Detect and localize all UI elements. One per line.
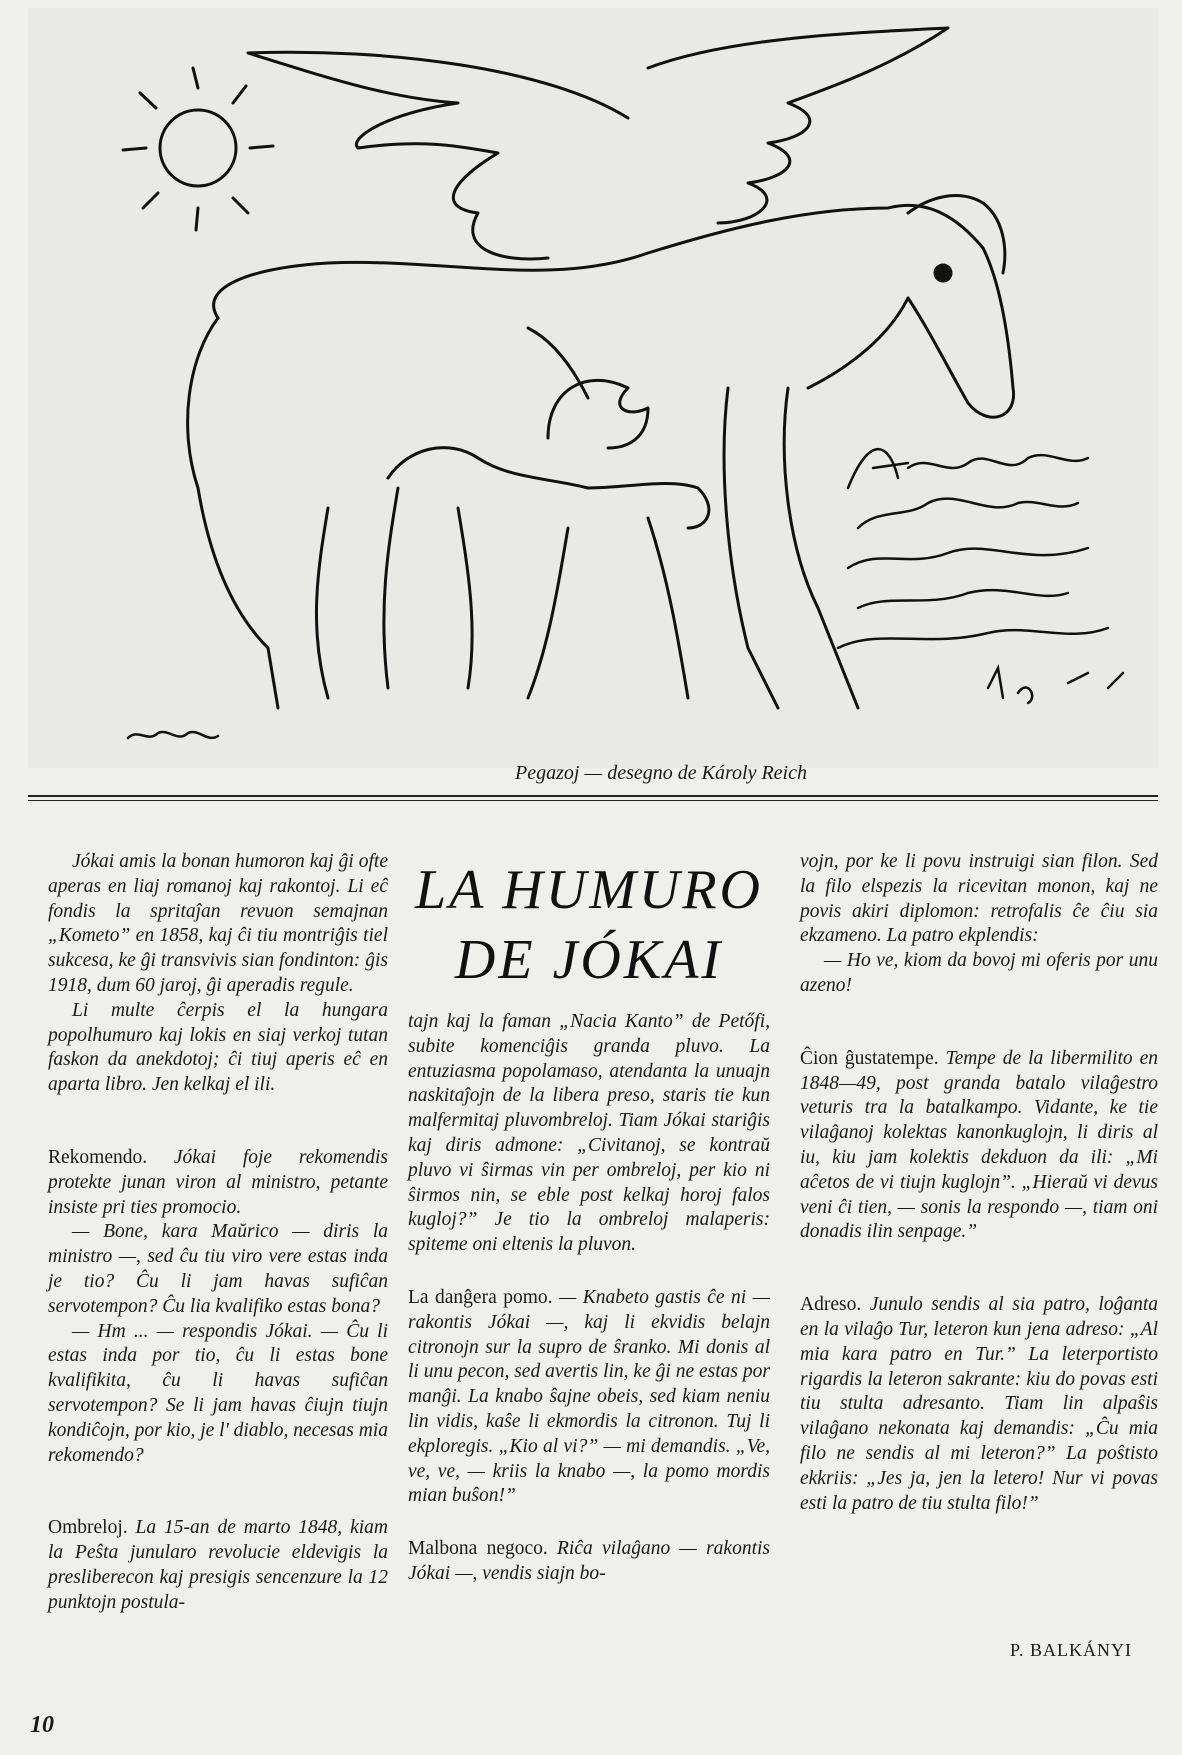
negoco-text: Riĉa vilaĝano — rakontis Jókai —, vendis siajn bo-: [408, 1538, 770, 1584]
rekomendo-text: Jókai foje rekomendis protekte junan viron al ministro, petante insiste pri ties promocio.: [48, 1146, 388, 1218]
section-head-rekomendo: Rekomendo.: [48, 1146, 148, 1168]
paragraph-folk-humor: Li multe ĉerpis el la hungara popolhumuro kaj lokis en siaj verkoj tutan faskon da anekdotoj; ĉi tiuj aperis eĉ en aparta libro. Jen kelkaj el ili.: [48, 999, 388, 1096]
section-head-pomo: La danĝera pomo.: [408, 1286, 553, 1308]
paragraph-intro: Jókai amis la bonan humoron kaj ĝi ofte aperas en liaj romanoj kaj rakontoj. Li eĉ fondis la spritaĵan revuon semajnan „Kometo” en 1858, kaj ĉi tiu montriĝis tiel sukcesa, ke ĝi transvivis sian fondinton: ĝis 1918, dum 60 jaroj, ĝi aperadis regule.: [48, 851, 388, 996]
pegasus-drawing: [28, 8, 1158, 768]
column-3: [800, 850, 1158, 1516]
paragraph-ministro: — Bone, kara Maŭrico — diris la ministro —, sed ĉu tiu viro vere estas inda je tio? Ĉu li jam havas sufiĉan servotempon? Ĉu lia kvalifiko estas bona?: [48, 1221, 388, 1317]
paragraph-rekomendo: [48, 1146, 388, 1220]
pegasus-sketch: [28, 8, 1158, 768]
paragraph-adreso: [800, 1293, 1158, 1516]
pomo-text: — Knabeto gastis ĉe ni — rakontis Jókai —, kaj li ekvidis belajn citronojn sur la supro de ŝranko. Mi donis al li unu pecon, sed avertis lin, ke ĝi ne estas por manĝi. La knabo ŝajne obeis, sed kiam neniu lin vidis, kaŝe li ekmordis la citronon. Tuj li ekploregis. „Kio al vi?” — mi demandis. „Ve, ve, ve, — kriis la knabo —, la pomo mordis mian buŝon!”: [408, 1286, 771, 1507]
paragraph-ho-ve: — Ho ve, kiom da bovoj mi oferis por unu azeno!: [800, 950, 1158, 996]
ombreloj-text: La 15-an de marto 1848, kiam la Peŝta junularo revolucie eldevigis la presliberecon kaj presigis sencenzure la 12 punktojn postula-: [48, 1517, 388, 1613]
adreso-text: Junulo sendis al sia patro, loĝanta en la vilaĝo Tur, leteron kun jena adreso: „Al mia kara patro en Tur.” La leterportisto rigardis la leteron sakrante: kiu do povas esti tiu stulta adresanto. Tiam lin alpaŝis vilaĝano nekonata kaj demandis: „Ĉu mia filo ne sendis al mi leteron?” La poŝtisto ekkriis: „Jes ja, jen la letero! Nur vi povas esti la patro de tiu stulta filo!”: [800, 1294, 1158, 1514]
section-head-adreso: Adreso.: [800, 1294, 862, 1316]
sun-icon: [160, 110, 236, 186]
paragraph-negoco-cont: vojn, por ke li povu instruigi sian filon. Sed la filo elspezis la ricevitan monon, kaj ne povis akiri diplomon: retrofalis ĉe ĉiu sia ekzameno. La patro ekplendis:: [800, 851, 1158, 947]
divider-top: [28, 795, 1158, 797]
author-name: P. BALKÁNYI: [1010, 1640, 1133, 1660]
figure-caption: Pegazoj — desegno de Károly Reich: [515, 762, 807, 784]
column-1: [48, 850, 388, 1616]
article-title: [404, 855, 774, 995]
page-number: 10: [30, 1712, 54, 1738]
section-head-cion: Ĉion ĝustatempe.: [800, 1047, 939, 1069]
cion-text: Tempe de la libermilito en 1848—49, post granda batalo vilaĝestro veturis tra la batalkampo. Vidante, ke tie vilaĝanoj kolektas kanonkuglojn, li diris al iu, kiu jam kolektis dekduon da ili: „Mi aĉetos de vi tiujn kuglojn”. „Hieraŭ vi devus veni ĉi tien, — sonis la respondo —, tiam oni donadis ilin senpage.”: [800, 1047, 1159, 1243]
paragraph-cion: [800, 1047, 1158, 1245]
title-line-1: LA HUMURO: [415, 859, 763, 921]
paragraph-negoco: [408, 1537, 770, 1587]
section-head-negoco: Malbona negoco.: [408, 1538, 548, 1560]
title-line-2: DE JÓKAI: [454, 929, 724, 991]
paragraph-jokai-answer: — Hm ... — respondis Jókai. — Ĉu li estas inda por tio, ĉu li estas bone kvalifikita, ĉu li havas sufiĉan servotempon? Se li jam havas ĉiujn tiujn kondiĉojn, por kio, je l' diablo, necesas mia rekomendo?: [48, 1320, 388, 1466]
divider-bottom: [28, 800, 1158, 801]
column-2: [408, 1010, 770, 1587]
paragraph-ombreloj-cont: tajn kaj la faman „Nacia Kanto” de Petőfi, subite komenciĝis granda pluvo. La entuziasma popolamaso, atendanta la unuajn naskitaĵojn de la libera preso, staris tie kun malfermitaj pluvombreloj. Tiam Jókai stariĝis kaj diris admone: „Civitanoj, se kontraŭ pluvo vi ŝirmas vin per ombreloj, per kio ni ŝirmos nin, se eble post kelkaj horoj falos kugloj?” Je tio la ombreloj malaperis: spiteme oni eltenis la pluvon.: [408, 1011, 770, 1256]
paragraph-pomo: [408, 1286, 770, 1509]
paragraph-ombreloj: [48, 1516, 388, 1615]
section-head-ombreloj: Ombreloj.: [48, 1517, 128, 1539]
